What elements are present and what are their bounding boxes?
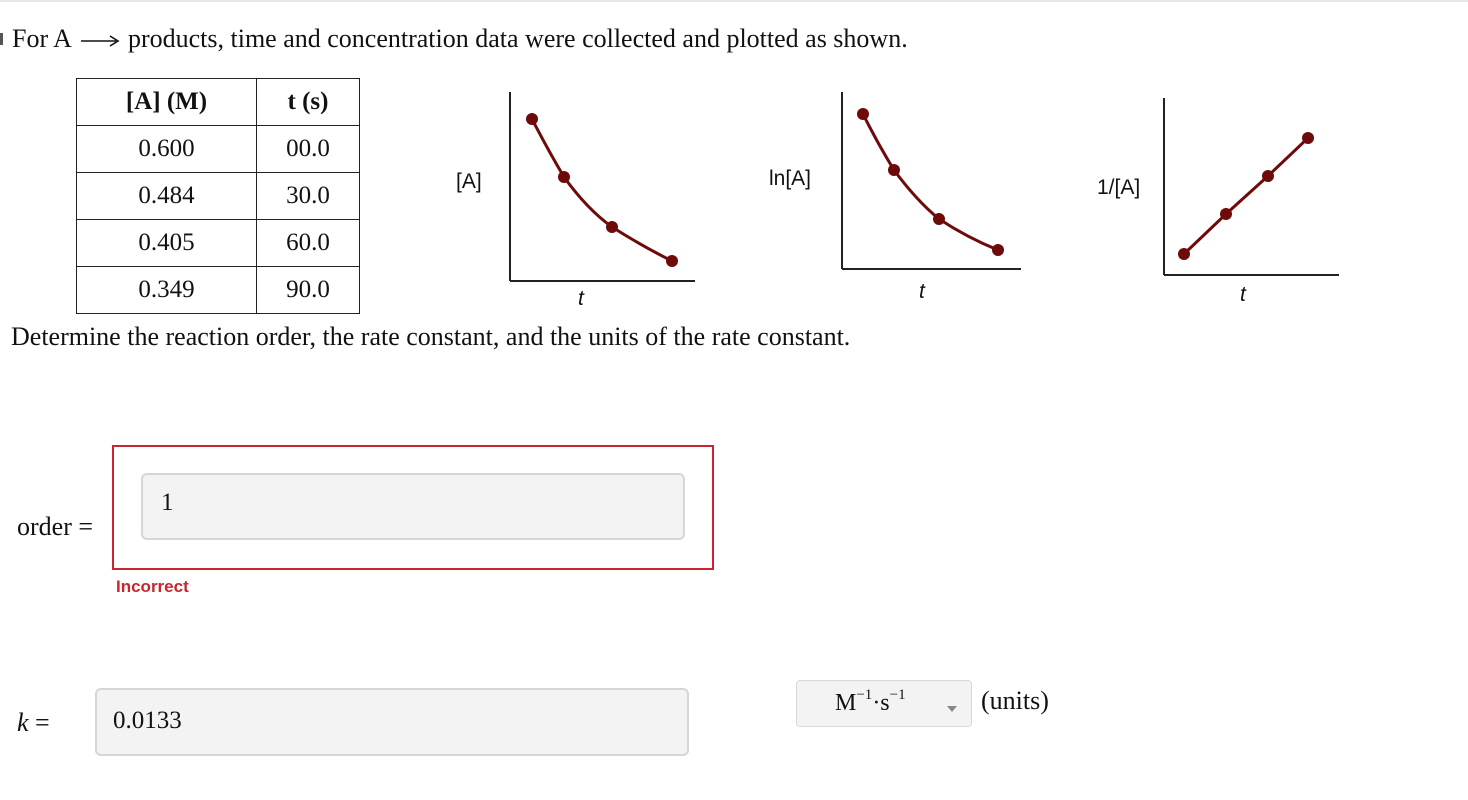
table-row	[77, 220, 360, 267]
units-seconds-exponent: −1	[889, 687, 906, 703]
plot-point	[888, 164, 900, 176]
chevron-down-icon[interactable]	[947, 706, 957, 712]
problem-text: products, time and concentration data were collected and plotted as shown.	[127, 24, 908, 53]
question-edge-marker	[0, 33, 3, 45]
rate-constant-label	[17, 706, 50, 740]
reactant-label: For A	[12, 24, 72, 53]
table-cell-time: 60.0	[257, 220, 360, 267]
plot-point	[1220, 208, 1232, 220]
plot-curve	[863, 114, 998, 250]
units-molar-exponent: −1	[856, 687, 873, 703]
plot-log-vs-time	[838, 92, 1028, 277]
table-header-row	[77, 79, 360, 126]
table-cell-concentration: 0.484	[77, 173, 257, 220]
plot-concentration-ylabel: [A]	[456, 170, 482, 193]
reaction-arrow-icon	[80, 34, 120, 48]
plot-point	[1302, 132, 1314, 144]
table-row	[77, 126, 360, 173]
plot-inverse-xlabel: t	[1240, 283, 1246, 306]
plot-inverse-ylabel: 1/[A]	[1097, 176, 1141, 199]
plot-concentration-vs-time	[505, 92, 700, 287]
units-seconds: ·s	[872, 690, 890, 716]
units-molar: M	[835, 690, 857, 716]
plot-point	[526, 113, 538, 125]
plot-inverse-vs-time	[1160, 98, 1342, 280]
table-cell-time: 00.0	[257, 126, 360, 173]
plot-point	[1178, 248, 1190, 260]
order-label: order =	[17, 512, 94, 541]
plot-point	[857, 108, 869, 120]
table-cell-time: 30.0	[257, 173, 360, 220]
plot-point	[558, 171, 570, 183]
order-input[interactable]: 1	[141, 473, 685, 540]
plot-point	[1262, 170, 1274, 182]
plot-curve	[532, 119, 672, 261]
table-cell-concentration: 0.600	[77, 126, 257, 173]
table-row	[77, 173, 360, 220]
order-feedback: Incorrect	[116, 577, 189, 596]
table-row	[77, 267, 360, 314]
plot-line	[1184, 138, 1308, 254]
concentration-time-table	[76, 78, 360, 314]
plot-log-xlabel: t	[919, 280, 925, 303]
top-divider	[0, 0, 1468, 2]
plot-point	[933, 213, 945, 225]
table-cell-concentration: 0.349	[77, 267, 257, 314]
units-dropdown[interactable]	[796, 680, 972, 727]
rate-constant-input[interactable]: 0.0133	[95, 688, 689, 756]
plot-concentration-xlabel: t	[578, 287, 584, 310]
rate-constant-symbol: k	[17, 708, 29, 737]
plot-point	[606, 221, 618, 233]
plot-log-ylabel: ln[A]	[769, 167, 812, 190]
plot-point	[666, 255, 678, 267]
units-suffix-label: (units)	[981, 686, 1049, 715]
question-text: Determine the reaction order, the rate constant, and the units of the rate constant.	[11, 322, 851, 351]
table-header-concentration: [A] (M)	[77, 79, 257, 126]
table-cell-time: 90.0	[257, 267, 360, 314]
plot-point	[992, 244, 1004, 256]
table-header-time: t (s)	[257, 79, 360, 126]
problem-statement	[12, 22, 908, 56]
rate-constant-equals: =	[35, 708, 50, 737]
table-cell-concentration: 0.405	[77, 220, 257, 267]
